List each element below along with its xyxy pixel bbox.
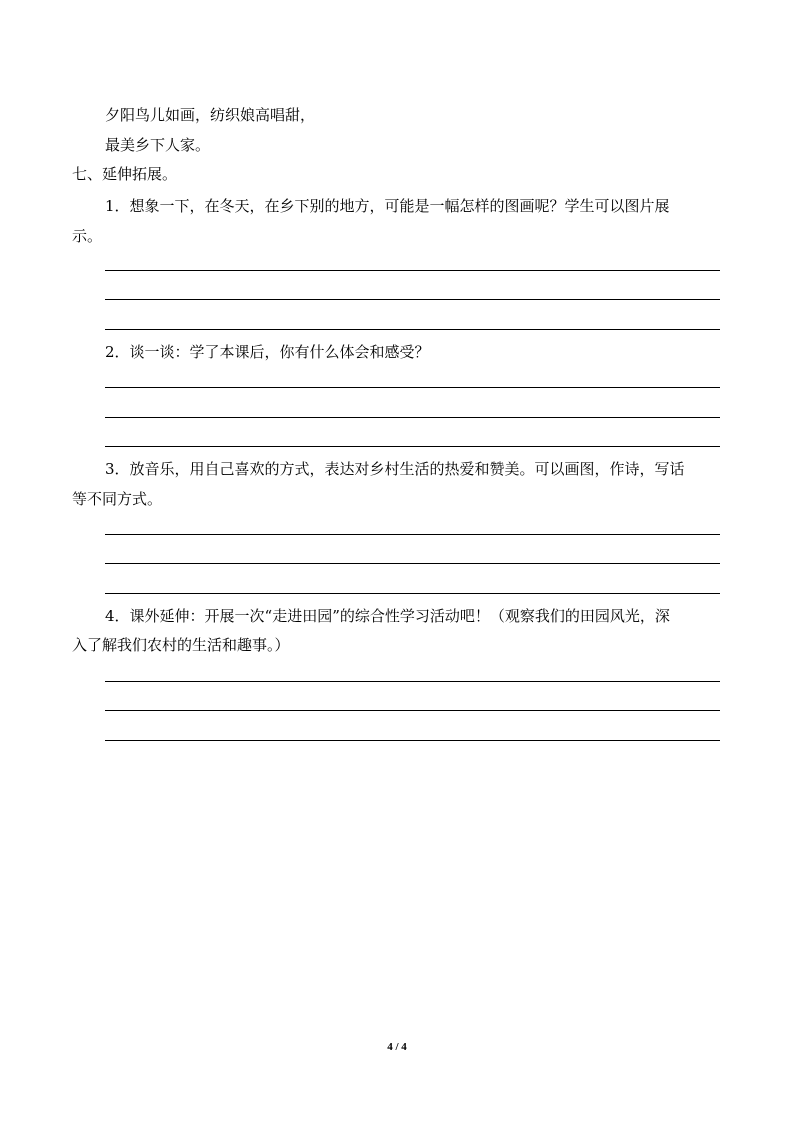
poem-line-1: 夕阳鸟儿如画，纺织娘高唱甜，: [105, 106, 316, 124]
question-3-line-2: 等不同方式。: [72, 490, 163, 508]
question-1-line-2: 示。: [72, 227, 103, 245]
page-number: 4 / 4: [387, 1041, 407, 1053]
answer-line: [105, 563, 720, 564]
answer-line: [105, 299, 720, 300]
question-4-line-2: 入了解我们农村的生活和趣事。）: [72, 636, 290, 654]
answer-line: [105, 270, 720, 271]
answer-line: [105, 329, 720, 330]
answer-line: [105, 417, 720, 418]
question-1-line-1: 1．想象一下，在冬天，在乡下别的地方，可能是一幅怎样的图画呢？学生可以图片展: [105, 197, 670, 215]
question-3-line-1: 3．放音乐，用自己喜欢的方式，表达对乡村生活的热爱和赞美。可以画图，作诗，写话: [105, 460, 685, 478]
answer-line: [105, 710, 720, 711]
answer-line: [105, 446, 720, 447]
poem-line-2: 最美乡下人家。: [105, 136, 211, 154]
answer-line: [105, 740, 720, 741]
answer-line: [105, 681, 720, 682]
section-heading: 七、延伸拓展。: [72, 165, 178, 183]
answer-line: [105, 387, 720, 388]
question-4-line-1: 4．课外延伸：开展一次“走进田园”的综合性学习活动吧！（观察我们的田园风光，深: [105, 607, 670, 625]
answer-line: [105, 593, 720, 594]
question-2-line-1: 2．谈一谈：学了本课后，你有什么体会和感受？: [105, 343, 430, 361]
answer-line: [105, 534, 720, 535]
